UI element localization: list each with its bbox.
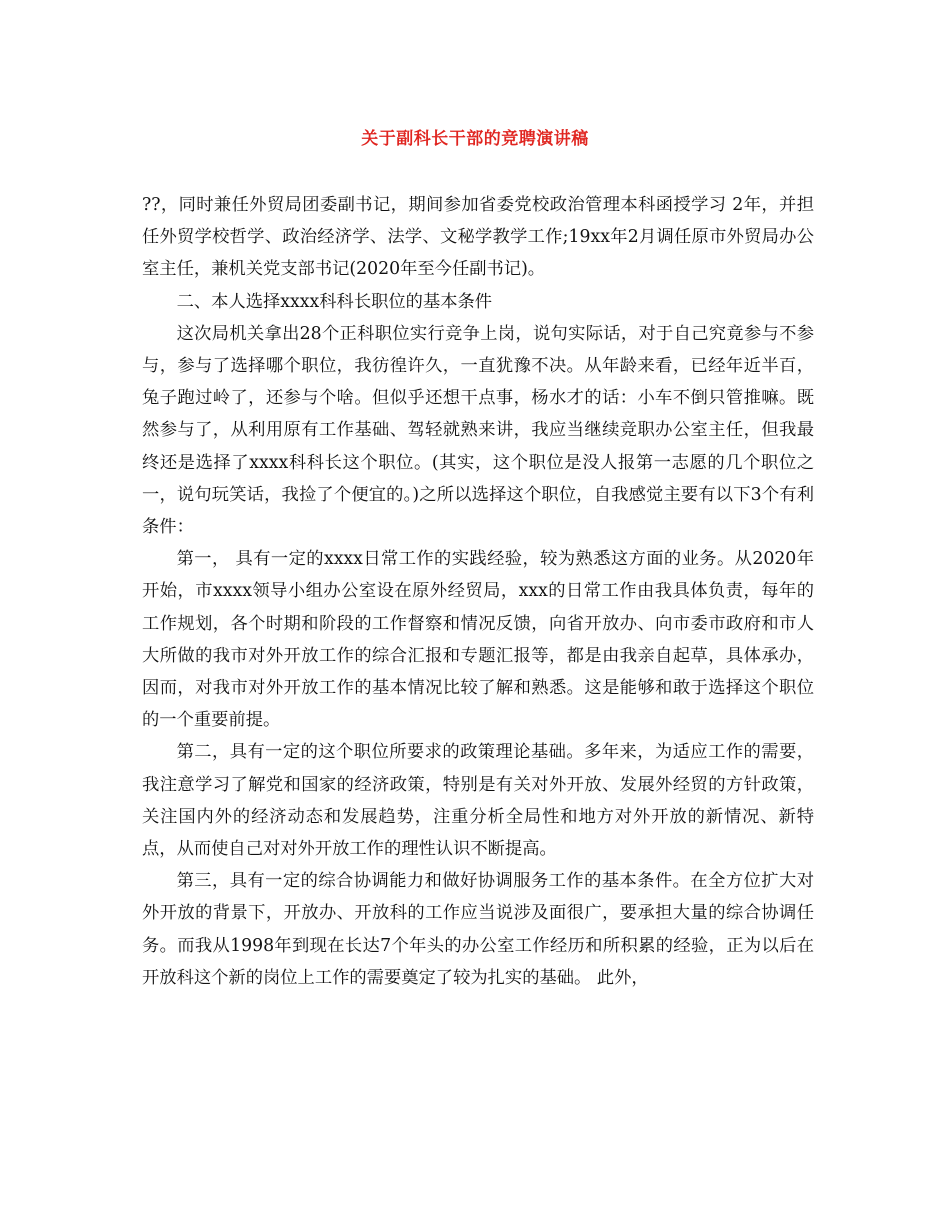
document-body [142, 189, 814, 994]
paragraph-second-condition: 第二，具有一定的这个职位所要求的政策理论基础。多年来，为适应工作的需要，我注意学习了解党和国家的经济政策，特别是有关对外开放、发展外经贸的方针政策，关注国内外的经济动态和发展趋势，注重分析全局性和地方对外开放的新情况、新特点，从而使自己对对外开放工作的理性认识不断提高。 [142, 742, 814, 860]
section-heading: 二、本人选择xxxx科科长职位的基本条件 [176, 291, 493, 312]
paragraph-continuation: ??，同时兼任外贸局团委副书记，期间参加省委党校政治管理本科函授学习 2年，并担任外贸学校哲学、政治经济学、法学、文秘学教学工作;19xx年2月调任原市外贸局办公室主任，兼机关党支部书记(2020年至今任副书记)。 [142, 195, 814, 280]
paragraph-first-condition: 第一， 具有一定的xxxx日常工作的实践经验，较为熟悉这方面的业务。从2020年开始，市xxxx领导小组办公室设在原外经贸局，xxx的日常工作由我具体负责，每年的工作规划，各个时期和阶段的工作督察和情况反馈，向省开放办、向市委市政府和市人大所做的我市对外开放工作的综合汇报和专题汇报等，都是由我亲自起草，具体承办，因而，对我市对外开放工作的基本情况比较了解和熟悉。这是能够和敢于选择这个职位的一个重要前提。 [142, 549, 814, 731]
document-title: 关于副科长干部的竞聘演讲稿 [361, 129, 589, 149]
paragraph-third-condition: 第三，具有一定的综合协调能力和做好协调服务工作的基本条件。在全方位扩大对外开放的背景下，开放办、开放科的工作应当说涉及面很广，要承担大量的综合协调任务。而我从1998年到现在长达7个年头的办公室工作经历和所积累的经验，正为以后在开放科这个新的岗位上工作的需要奠定了较为扎实的基础。 此外， [142, 871, 814, 988]
paragraph-intro: 这次局机关拿出28个正科职位实行竞争上岗，说句实际话，对于自己究竟参与不参与，参与了选择哪个职位，我彷徨许久，一直犹豫不决。从年龄来看，已经年近半百，兔子跑过岭了，还参与个啥。但似乎还想干点事，杨水才的话：小车不倒只管推嘛。既然参与了，从利用原有工作基础、驾轻就熟来讲，我应当继续竞职办公室主任，但我最终还是选择了xxxx科科长这个职位。(其实，这个职位是没人报第一志愿的几个职位之一，说句玩笑话，我捡了个便宜的。)之所以选择这个职位，自我感觉主要有以下3个有利条件： [142, 323, 814, 538]
